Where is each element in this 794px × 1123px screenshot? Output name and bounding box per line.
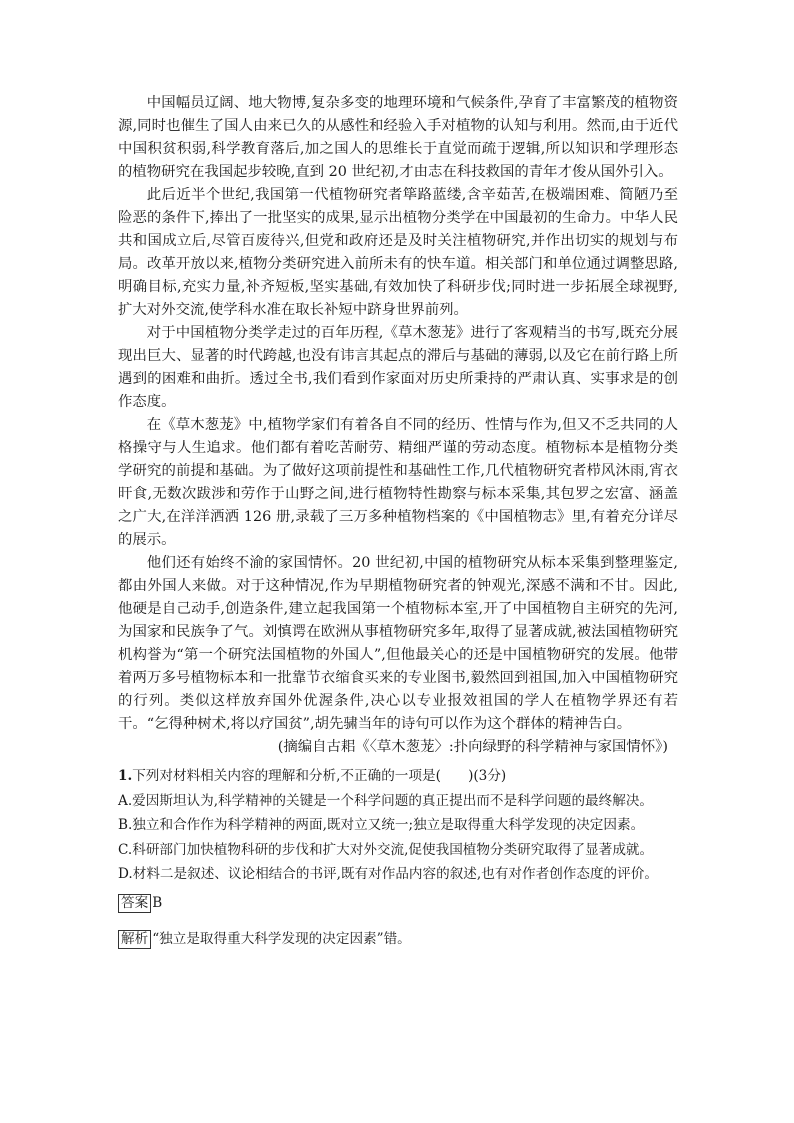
passage-paragraph-2: 此后近半个世纪,我国第一代植物研究者筚路蓝缕,含辛茹苦,在极端困难、简陋乃至险恶的条件下,捧出了一批坚实的成果,显示出植物分类学在中国最初的生命力。中华人民共和国成立后,尽管百废待兴,但党和政府还是及时关注植物研究,并作出切实的规划与布局。改革开放以来,植物分类研究进入前所未有的快车道。相关部门和单位通过调整思路,明确目标,充实力量,补齐短板,坚实基础,有效加快了科研步伐;同时进一步拓展全球视野,扩大对外交流,使学科水准在取长补短中跻身世界前列。 <box>118 187 678 318</box>
question-number: 1. <box>118 768 133 784</box>
answer-value: B <box>152 894 163 911</box>
analysis-text: “独立是取得重大科学发现的决定因素”错。 <box>152 930 411 947</box>
analysis-label: 解析 <box>118 930 151 949</box>
analysis-line <box>118 926 678 952</box>
passage-paragraph-4: 在《草木葱茏》中,植物学家们有着各自不同的经历、性情与作为,但又不乏共同的人格操守与人生追求。他们都有着吃苦耐劳、精细严谨的劳动态度。植物标本是植物分类学研究的前提和基础。为了做好这项前提性和基础性工作,几代植物研究者栉风沐雨,宵衣旰食,无数次跋涉和劳作于山野之间,进行植物特性勘察与标本采集,其包罗之宏富、涵盖之广大,在洋洋洒洒 126 册,录载了三万多种植物档案的《中国植物志》里,有着充分详尽的展示。 <box>118 417 678 548</box>
passage-paragraph-3: 对于中国植物分类学走过的百年历程,《草木葱茏》进行了客观精当的书写,既充分展现出巨大、显著的时代跨越,也没有讳言其起点的滞后与基础的薄弱,以及它在前行路上所遇到的困难和曲折。透过全书,我们看到作家面对历史所秉持的严肃认真、实事求是的创作态度。 <box>118 325 678 410</box>
passage-paragraph-5: 他们还有始终不渝的家国情怀。20 世纪初,中国的植物研究从标本采集到整理鉴定,都由外国人来做。对于这种情况,作为早期植物研究者的钟观光,深感不满和不甘。因此,他硬是自己动手,创造条件,建立起我国第一个植物标本室,开了中国植物自主研究的先河,为国家和民族争了气。刘慎谔在欧洲从事植物研究多年,取得了显著成就,被法国植物研究机构誉为“第一个研究法国植物的外国人”,但他最关心的还是中国植物研究的发展。他带着两万多号植物标本和一批靠节衣缩食买来的专业图书,毅然回到祖国,加入中国植物研究的行列。类似这样放弃国外优渥条件,决心以专业报效祖国的学人在植物学界还有若干。“乞得种树术,将以疗国贫”,胡先骕当年的诗句可以作为这个群体的精神告白。 <box>118 555 678 732</box>
question-stem-line <box>118 764 678 789</box>
option-a: A.爱因斯坦认为,科学精神的关键是一个科学问题的真正提出而不是科学问题的最终解决。 <box>118 792 654 809</box>
answer-line <box>118 890 678 916</box>
option-d: D.材料二是叙述、议论相结合的书评,既有对作品内容的叙述,也有对作者创作态度的评价。 <box>118 866 658 882</box>
passage-paragraph-1: 中国幅员辽阔、地大物博,复杂多变的地理环境和气候条件,孕育了丰富繁茂的植物资源,同时也催生了国人由来已久的从感性和经验入手对植物的认知与利用。然而,由于近代中国积贫积弱,科学教育落后,加之国人的思维长于直觉而疏于逻辑,所以知识和学理形态的植物研究在我国起步较晚,直到 20 世纪初,才由志在科技救国的青年才俊从国外引入。 <box>118 95 678 180</box>
document-page <box>118 92 678 952</box>
option-b: B.独立和合作作为科学精神的两面,既对立又统一;独立是取得重大科学发现的决定因素。 <box>118 817 645 833</box>
source-citation: (摘编自古耜《〈草木葱茏〉:扑向绿野的科学精神与家国情怀》) <box>277 739 668 755</box>
question-stem: 下列对材料相关内容的理解和分析,不正确的一项是( )(3分) <box>132 768 507 784</box>
answer-label: 答案 <box>118 894 151 913</box>
option-c: C.科研部门加快植物科研的步伐和扩大对外交流,促使我国植物分类研究取得了显著成就。 <box>118 841 654 858</box>
